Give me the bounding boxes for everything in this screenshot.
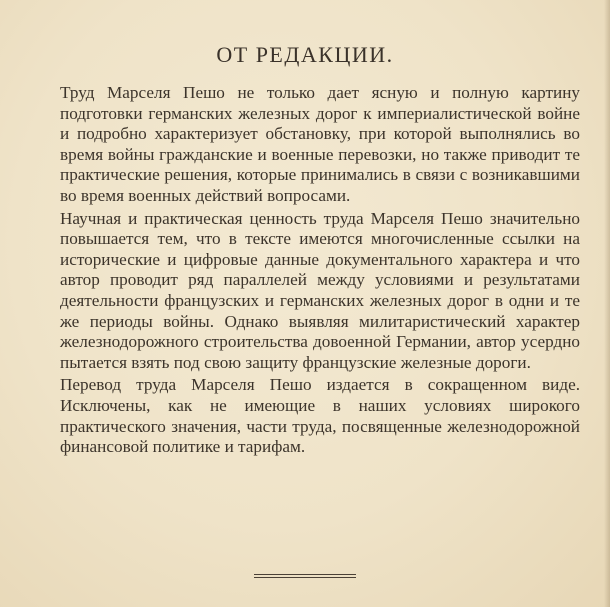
rule-line-top [254, 574, 356, 575]
page-edge-shadow [604, 0, 610, 607]
rule-line-bottom [254, 577, 356, 578]
paragraph-2: Научная и практическая ценность труда Марселя Пешо значительно повышается тем, что в тексте имеются многочисленные ссылки на исторические и цифровые данные документального характера и что автор проводит ряд параллелей между условиями и результатами деятельности французских и германских железных дорог в одни и те же периоды войны. Однако выявляя милитаристический характер железнодорожного строительства довоенной Германии, автор усердно пытается взять под свою защиту французские железные дороги. [60, 208, 580, 372]
page-title: ОТ РЕДАКЦИИ. [216, 42, 394, 67]
paragraph-3: Перевод труда Марселя Пешо издается в сокращенном виде. Исключены, как не имеющие в наших условиях широкого практического значения, части труда, посвященные железнодорожной финансовой политике и тарифам. [60, 375, 580, 457]
paragraph-1: Труд Марселя Пешо не только дает ясную и полную картину подготовки германских железных дорог к империалистической войне и подробно характеризует обстановку, при которой выполнялись во время войны гражданские и военные перевозки, но также приводит те практические решения, которые принимались в связи с возникавшими во время военных действий вопросами. [60, 83, 580, 205]
closing-rule-ornament [254, 574, 356, 580]
editorial-text [60, 83, 580, 460]
